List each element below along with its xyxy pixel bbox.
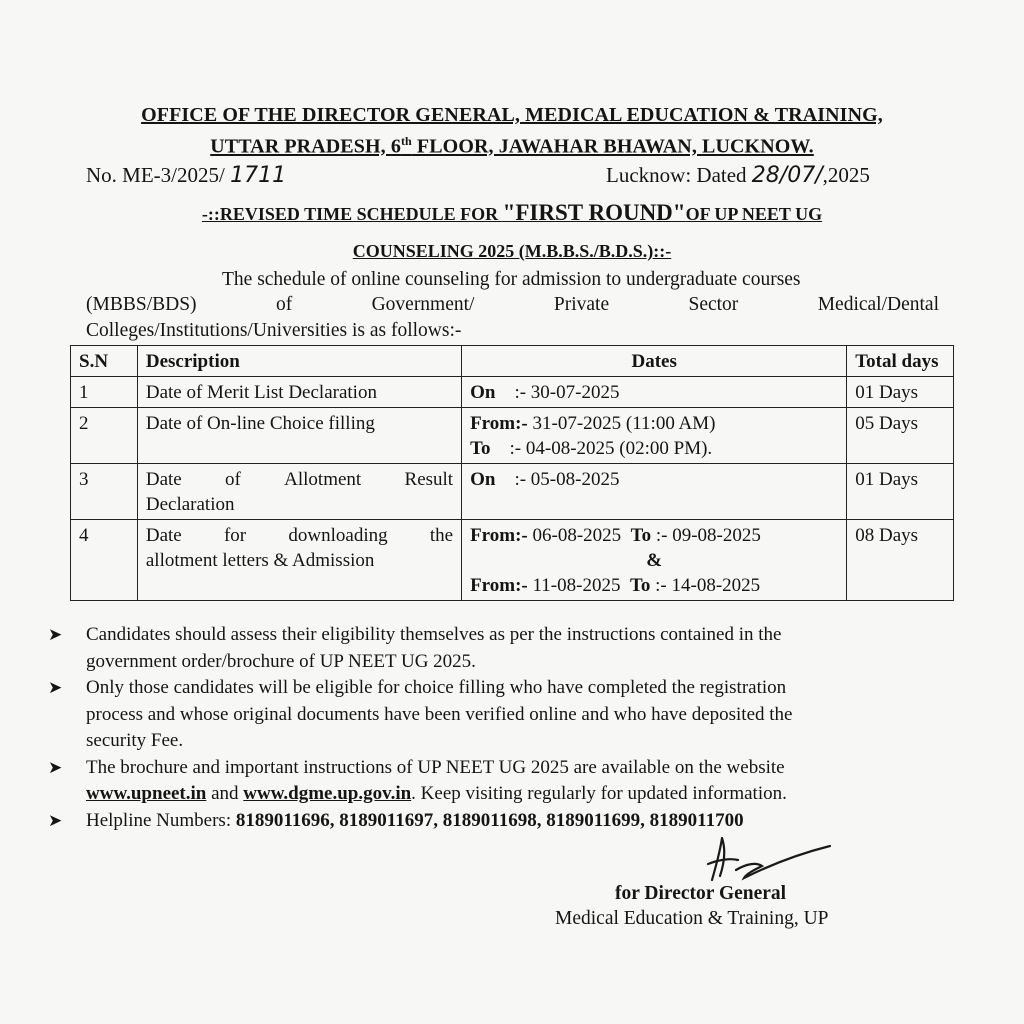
arrow-bullet-icon: ➤ — [48, 678, 63, 698]
intro-line1: The schedule of online counseling for admission to undergraduate courses — [222, 269, 801, 290]
header-description: Description — [137, 346, 461, 377]
reference-number — [86, 163, 286, 188]
ampersand: & — [646, 550, 663, 571]
list-item — [48, 755, 948, 808]
row-dates — [462, 520, 847, 601]
title-part1: -::REVISED TIME SCHEDULE FOR — [201, 204, 503, 224]
row-description: Date of Merit List Declaration — [137, 377, 461, 408]
reference-prefix: No. ME-3/2025/ — [86, 163, 225, 187]
header-dates: Dates — [462, 346, 847, 377]
table-row — [71, 464, 954, 520]
to-label: To — [470, 438, 491, 459]
reference-date — [606, 163, 870, 188]
intro-line2 — [86, 294, 939, 316]
from-value: 06-08-2025 — [532, 525, 622, 546]
desc-word: of — [225, 469, 241, 490]
intro-word: Medical/Dental — [817, 294, 939, 315]
dated-prefix: Lucknow: Dated — [606, 163, 747, 187]
table-row — [71, 520, 954, 601]
date-value: :- 30-07-2025 — [514, 382, 620, 403]
from-label: From:- — [470, 525, 528, 546]
desc-word: downloading — [288, 525, 388, 546]
desc-word: the — [429, 525, 454, 546]
from-label: From:- — [470, 575, 528, 596]
intro-word: Private — [553, 294, 610, 315]
row-description — [137, 520, 461, 601]
row-total: 05 Days — [847, 408, 954, 464]
desc-line2: allotment letters & Admission — [145, 550, 375, 571]
website-link-upneet[interactable]: www.upneet.in — [86, 783, 207, 804]
row-dates — [462, 408, 847, 464]
helpline-numbers: 8189011696, 8189011697, 8189011698, 8189011699, 8189011700 — [235, 809, 744, 831]
date-label: On — [470, 382, 496, 403]
row-description: Date of On-line Choice filling — [137, 408, 461, 464]
bullet-text: . Keep visiting regularly for updated information. — [411, 783, 787, 804]
document-title-line2: COUNSELING 2025 (M.B.B.S./B.D.S.)::- — [352, 241, 672, 261]
desc-word: Allotment — [284, 469, 362, 490]
row-total: 01 Days — [847, 464, 954, 520]
from-value: 31-07-2025 (11:00 AM) — [532, 413, 716, 434]
from-label: From:- — [470, 413, 528, 434]
header-line2-a: UTTAR PRADESH, 6 — [210, 135, 401, 158]
arrow-bullet-icon: ➤ — [48, 625, 63, 645]
row-total: 01 Days — [847, 377, 954, 408]
bullet-text: Only those candidates will be eligible for choice filling who have completed the registration — [86, 677, 787, 698]
signatory-office: Medical Education & Training, UP — [555, 908, 829, 929]
bullet-text: security Fee. — [86, 730, 184, 751]
title-part3: OF UP NEET UG — [685, 204, 823, 224]
list-item — [48, 622, 948, 675]
office-header-line1: OFFICE OF THE DIRECTOR GENERAL, MEDICAL EDUCATION & TRAINING, — [141, 104, 883, 126]
bullet-text: The brochure and important instructions of UP NEET UG 2025 are available on the website — [86, 756, 785, 778]
title-part2: "FIRST ROUND" — [502, 200, 686, 225]
table-header-row — [71, 346, 954, 377]
header-line2-b: FLOOR, JAWAHAR BHAWAN, LUCKNOW. — [411, 135, 814, 158]
row-sn: 1 — [71, 377, 138, 408]
table-row — [71, 408, 954, 464]
table-row — [71, 377, 954, 408]
row-sn: 2 — [71, 408, 138, 464]
row-sn: 3 — [71, 464, 138, 520]
list-item — [48, 675, 948, 755]
document-title-line1 — [0, 200, 1024, 226]
desc-word: Date — [145, 469, 182, 490]
to-label: To — [630, 525, 652, 546]
dated-suffix: ,2025 — [822, 163, 870, 187]
intro-line3: Colleges/Institutions/Universities is as follows:- — [86, 320, 462, 341]
to-label: To — [629, 575, 651, 596]
row-description — [137, 464, 461, 520]
to-value: :- 14-08-2025 — [655, 575, 761, 596]
row-dates — [462, 377, 847, 408]
row-dates — [462, 464, 847, 520]
desc-word: Result — [404, 469, 454, 490]
header-total-days: Total days — [847, 346, 954, 377]
desc-word: Date — [145, 525, 182, 546]
reference-handwritten: 1711 — [230, 163, 287, 188]
to-value: :- 09-08-2025 — [655, 525, 761, 546]
signatory-line: for Director General — [615, 883, 787, 904]
header-superscript: th — [400, 134, 412, 148]
desc-line2: Declaration — [145, 494, 235, 515]
intro-word: (MBBS/BDS) — [86, 294, 197, 315]
row-sn: 4 — [71, 520, 138, 601]
website-link-dgme[interactable]: www.dgme.up.gov.in — [243, 783, 412, 804]
to-value: :- 04-08-2025 (02:00 PM). — [509, 438, 713, 459]
intro-word: of — [275, 294, 293, 315]
office-header-line2 — [0, 134, 1024, 159]
desc-word: for — [223, 525, 247, 546]
intro-word: Sector — [688, 294, 739, 315]
header-sn: S.N — [71, 346, 138, 377]
schedule-table — [70, 345, 954, 601]
intro-word: Government/ — [371, 294, 475, 315]
date-label: On — [470, 469, 496, 490]
signature-icon — [700, 830, 840, 890]
arrow-bullet-icon: ➤ — [48, 757, 63, 778]
helpline-label: Helpline Numbers: — [86, 809, 236, 831]
bullet-text: and — [206, 783, 244, 804]
date-value: :- 05-08-2025 — [514, 469, 620, 490]
bullet-text: process and whose original documents have been verified online and who have deposited the — [86, 703, 793, 725]
arrow-bullet-icon: ➤ — [48, 810, 63, 831]
bullet-text: Candidates should assess their eligibility themselves as per the instructions contained in the — [86, 624, 782, 645]
bullet-text: government order/brochure of UP NEET UG 2025. — [86, 650, 476, 672]
from-value: 11-08-2025 — [532, 575, 621, 596]
dated-handwritten: 28/07/ — [751, 163, 823, 188]
instruction-list — [48, 622, 948, 834]
row-total: 08 Days — [847, 520, 954, 601]
